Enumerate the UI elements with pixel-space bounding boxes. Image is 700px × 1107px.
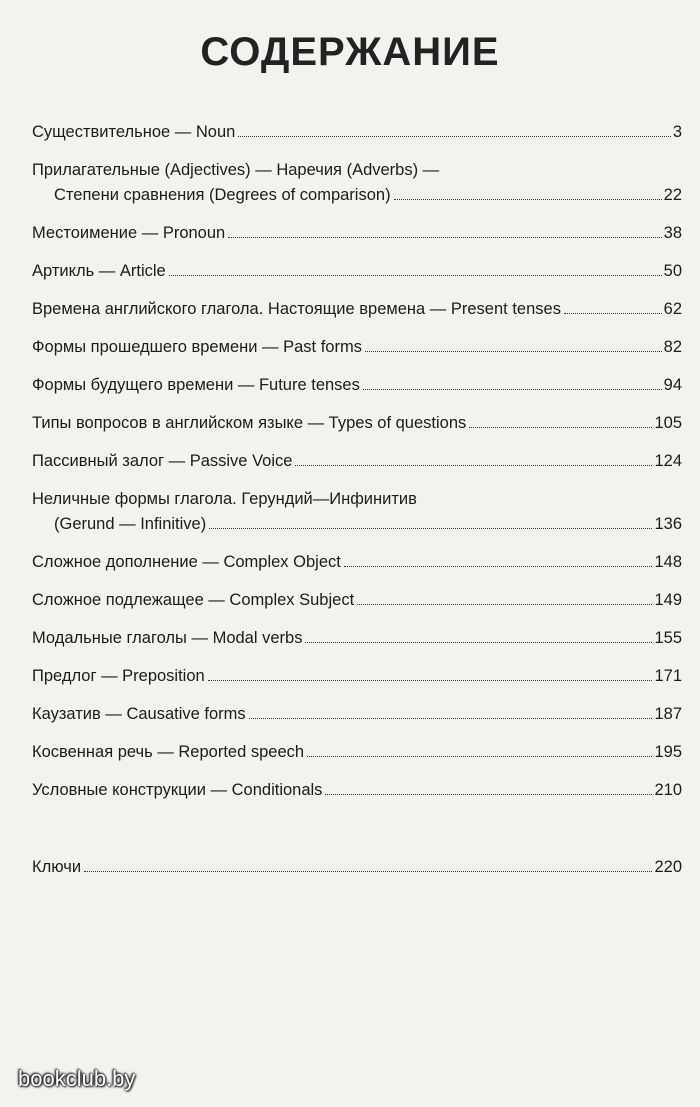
toc-entry-title: Артикль — Article xyxy=(32,262,166,280)
toc-entry-title: Местоимение — Pronoun xyxy=(32,224,226,242)
toc-row xyxy=(32,183,682,208)
toc-row xyxy=(32,740,682,765)
toc-entry xyxy=(32,588,682,613)
toc-page-number: 62 xyxy=(663,300,682,318)
toc-row xyxy=(32,487,682,512)
toc-page-number: 38 xyxy=(663,224,682,242)
toc-page-number: 148 xyxy=(654,553,682,571)
dot-leader xyxy=(325,794,652,795)
dot-leader xyxy=(365,351,662,352)
toc-page-number: 136 xyxy=(654,515,682,533)
dot-leader xyxy=(363,389,662,390)
toc-entry xyxy=(32,702,682,727)
toc-entry-title: Времена английского глагола. Настоящие времена — Present tenses xyxy=(32,300,561,318)
toc-page-number: 22 xyxy=(663,186,682,204)
toc-entry xyxy=(32,664,682,689)
toc-entry-title: Степени сравнения (Degrees of comparison) xyxy=(54,186,391,204)
toc-page-number: 195 xyxy=(654,743,682,761)
toc-page-number: 171 xyxy=(654,667,682,685)
toc-page-number: 220 xyxy=(654,858,682,876)
dot-leader xyxy=(84,871,652,872)
dot-leader xyxy=(305,642,652,643)
toc-row xyxy=(32,702,682,727)
dot-leader xyxy=(169,275,662,276)
toc-entry xyxy=(32,221,682,246)
toc-entry xyxy=(32,626,682,651)
toc-page-number: 187 xyxy=(654,705,682,723)
toc-entry-title: Модальные глаголы — Modal verbs xyxy=(32,629,303,647)
toc-row xyxy=(32,588,682,613)
toc-entry xyxy=(32,120,682,145)
toc-entry xyxy=(32,740,682,765)
page-title: СОДЕРЖАНИЕ xyxy=(200,30,500,74)
toc-page-number: 50 xyxy=(663,262,682,280)
toc-row xyxy=(32,335,682,360)
table-of-contents xyxy=(32,120,682,893)
toc-row xyxy=(32,550,682,575)
toc-entry xyxy=(32,259,682,284)
toc-entry xyxy=(32,297,682,322)
toc-entry-title: Сложное дополнение — Complex Object xyxy=(32,553,341,571)
toc-row xyxy=(32,373,682,398)
toc-entry xyxy=(32,778,682,803)
dot-leader xyxy=(209,528,652,529)
dot-leader xyxy=(357,604,652,605)
toc-page-number: 155 xyxy=(654,629,682,647)
toc-spacer xyxy=(32,816,682,855)
toc-page-number: 210 xyxy=(654,781,682,799)
toc-entry-title: Формы будущего времени — Future tenses xyxy=(32,376,360,394)
toc-entry-title: (Gerund — Infinitive) xyxy=(54,515,207,533)
dot-leader xyxy=(344,566,653,567)
toc-entry xyxy=(32,411,682,436)
dot-leader xyxy=(469,427,652,428)
dot-leader xyxy=(208,680,653,681)
toc-entry xyxy=(32,335,682,360)
toc-entry-title: Типы вопросов в английском языке — Types of questions xyxy=(32,414,467,432)
toc-row xyxy=(32,512,682,537)
toc-entry-title: Пассивный залог — Passive Voice xyxy=(32,452,293,470)
toc-row xyxy=(32,855,682,880)
toc-row xyxy=(32,158,682,183)
toc-row xyxy=(32,297,682,322)
toc-entry-title: Косвенная речь — Reported speech xyxy=(32,743,305,761)
toc-page-number: 149 xyxy=(654,591,682,609)
toc-row xyxy=(32,449,682,474)
toc-row xyxy=(32,778,682,803)
toc-page-number: 82 xyxy=(663,338,682,356)
toc-entry-title: Предлог — Preposition xyxy=(32,667,205,685)
toc-page-number: 94 xyxy=(663,376,682,394)
watermark: bookclub.by xyxy=(18,1066,136,1091)
dot-leader xyxy=(249,718,653,719)
toc-entry-title: Ключи xyxy=(32,858,82,876)
dot-leader xyxy=(238,136,670,137)
toc-page-number: 105 xyxy=(654,414,682,432)
dot-leader xyxy=(564,313,662,314)
toc-entry-title: Существительное — Noun xyxy=(32,123,236,141)
toc-entries xyxy=(32,120,682,803)
toc-entry-title: Формы прошедшего времени — Past forms xyxy=(32,338,362,356)
toc-row xyxy=(32,120,682,145)
toc-entry-keys xyxy=(32,855,682,880)
toc-entry-title: Условные конструкции — Conditionals xyxy=(32,781,323,799)
toc-row xyxy=(32,259,682,284)
toc-entry-title: Каузатив — Causative forms xyxy=(32,705,246,723)
toc-row xyxy=(32,221,682,246)
toc-entry xyxy=(32,158,682,208)
toc-page-number: 3 xyxy=(672,123,682,141)
toc-entry-title-line: Неличные формы глагола. Герундий—Инфинитив xyxy=(32,490,417,508)
toc-entry-title-line: Прилагательные (Adjectives) — Наречия (Adverbs) — xyxy=(32,161,440,179)
toc-entry xyxy=(32,487,682,537)
toc-page-number: 124 xyxy=(654,452,682,470)
toc-row xyxy=(32,411,682,436)
dot-leader xyxy=(307,756,652,757)
toc-entry xyxy=(32,373,682,398)
dot-leader xyxy=(228,237,661,238)
toc-entry xyxy=(32,550,682,575)
dot-leader xyxy=(394,199,662,200)
toc-entry-title: Сложное подлежащее — Complex Subject xyxy=(32,591,355,609)
toc-row xyxy=(32,626,682,651)
toc-entry xyxy=(32,449,682,474)
dot-leader xyxy=(295,465,652,466)
toc-row xyxy=(32,664,682,689)
